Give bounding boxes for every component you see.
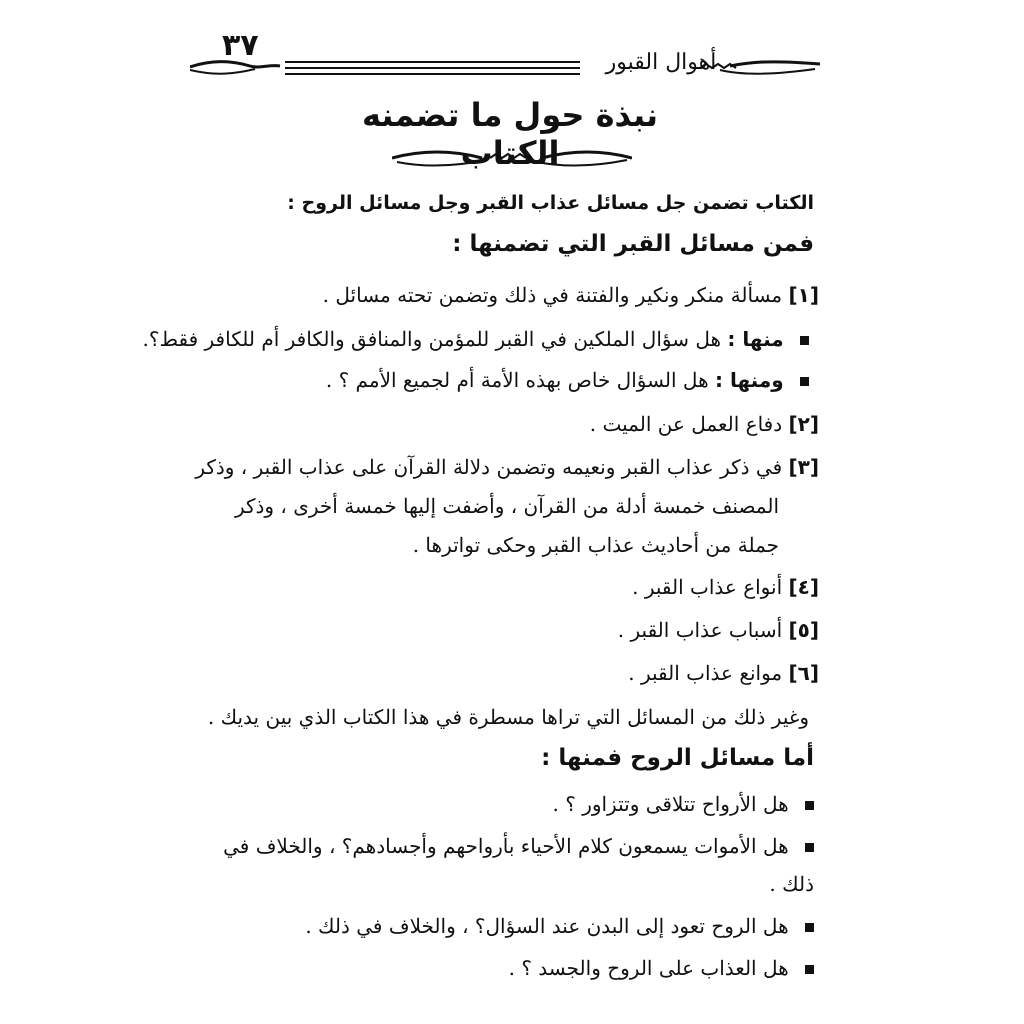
item-text: أسباب عذاب القبر . [617,618,783,642]
item-number: [١] [788,283,819,307]
list-item [323,283,819,307]
item-text: مسألة منكر ونكير والفتنة في ذلك وتضمن تحته مسائل . [322,283,783,307]
list-item [195,455,819,479]
section-heading-ruh: أما مسائل الروح فمنها : [541,745,814,771]
square-bullet-icon [800,377,809,386]
list-item [143,327,809,351]
item-text: أنواع عذاب القبر . [632,575,783,599]
item-text: في ذكر عذاب القبر ونعيمه وتضمن دلالة القرآن على عذاب القبر ، وذكر [195,455,783,479]
item-text: هل الأموات يسمعون كلام الأحياء بأرواحهم وأجسادهم؟ ، والخلاف في [223,834,789,858]
list-item [628,661,819,685]
list-item [590,412,819,436]
item-text: هل سؤال الملكين في القبر للمؤمن والمنافق والكافر أم للكافر فقط؟. [142,327,722,351]
item-text-continued: جملة من أحاديث عذاب القبر وحكى تواترها . [412,533,779,557]
list-item [618,618,819,642]
running-head: أهوال القبور [605,50,717,75]
square-bullet-icon [805,923,814,932]
item-number: [٢] [788,412,819,436]
item-text-continued: ذلك . [769,872,814,896]
page-title: نبذة حول ما تضمنه الكتاب [361,96,659,172]
item-text: هل الأرواح تتلاقى وتتزاور ؟ . [552,792,789,816]
list-item [223,834,814,858]
item-number: [٤] [788,575,819,599]
section-heading-qabr: فمن مسائل القبر التي تضمنها : [452,231,814,257]
item-number: [٣] [788,455,819,479]
square-bullet-icon [805,965,814,974]
list-item [632,575,819,599]
item-text: هل الروح تعود إلى البدن عند السؤال؟ ، والخلاف في ذلك . [305,914,789,938]
item-text: هل السؤال خاص بهذه الأمة أم لجميع الأمم ؟ . [325,368,709,392]
title-ornament-rule [392,146,632,170]
square-bullet-icon [800,336,809,345]
item-text: هل العذاب على الروح والجسد ؟ . [508,956,789,980]
square-bullet-icon [805,843,814,852]
item-lead: ومنها : [714,368,784,392]
list-item [509,956,814,980]
list-item [326,368,809,392]
page-number: ٣٧ [222,28,259,63]
intro-text: الكتاب تضمن جل مسائل عذاب القبر وجل مسائل الروح : [287,192,814,214]
item-text: موانع عذاب القبر . [628,661,783,685]
square-bullet-icon [805,801,814,810]
item-text: دفاع العمل عن الميت . [589,412,783,436]
closing-text: وغير ذلك من المسائل التي تراها مسطرة في هذا الكتاب الذي بين يديك . [207,705,809,729]
list-item [553,792,815,816]
item-number: [٥] [788,618,819,642]
item-lead: منها : [727,327,784,351]
item-number: [٦] [788,661,819,685]
item-text-continued: المصنف خمسة أدلة من القرآن ، وأضفت إليها خمسة أخرى ، وذكر [234,494,779,518]
list-item [305,914,814,938]
